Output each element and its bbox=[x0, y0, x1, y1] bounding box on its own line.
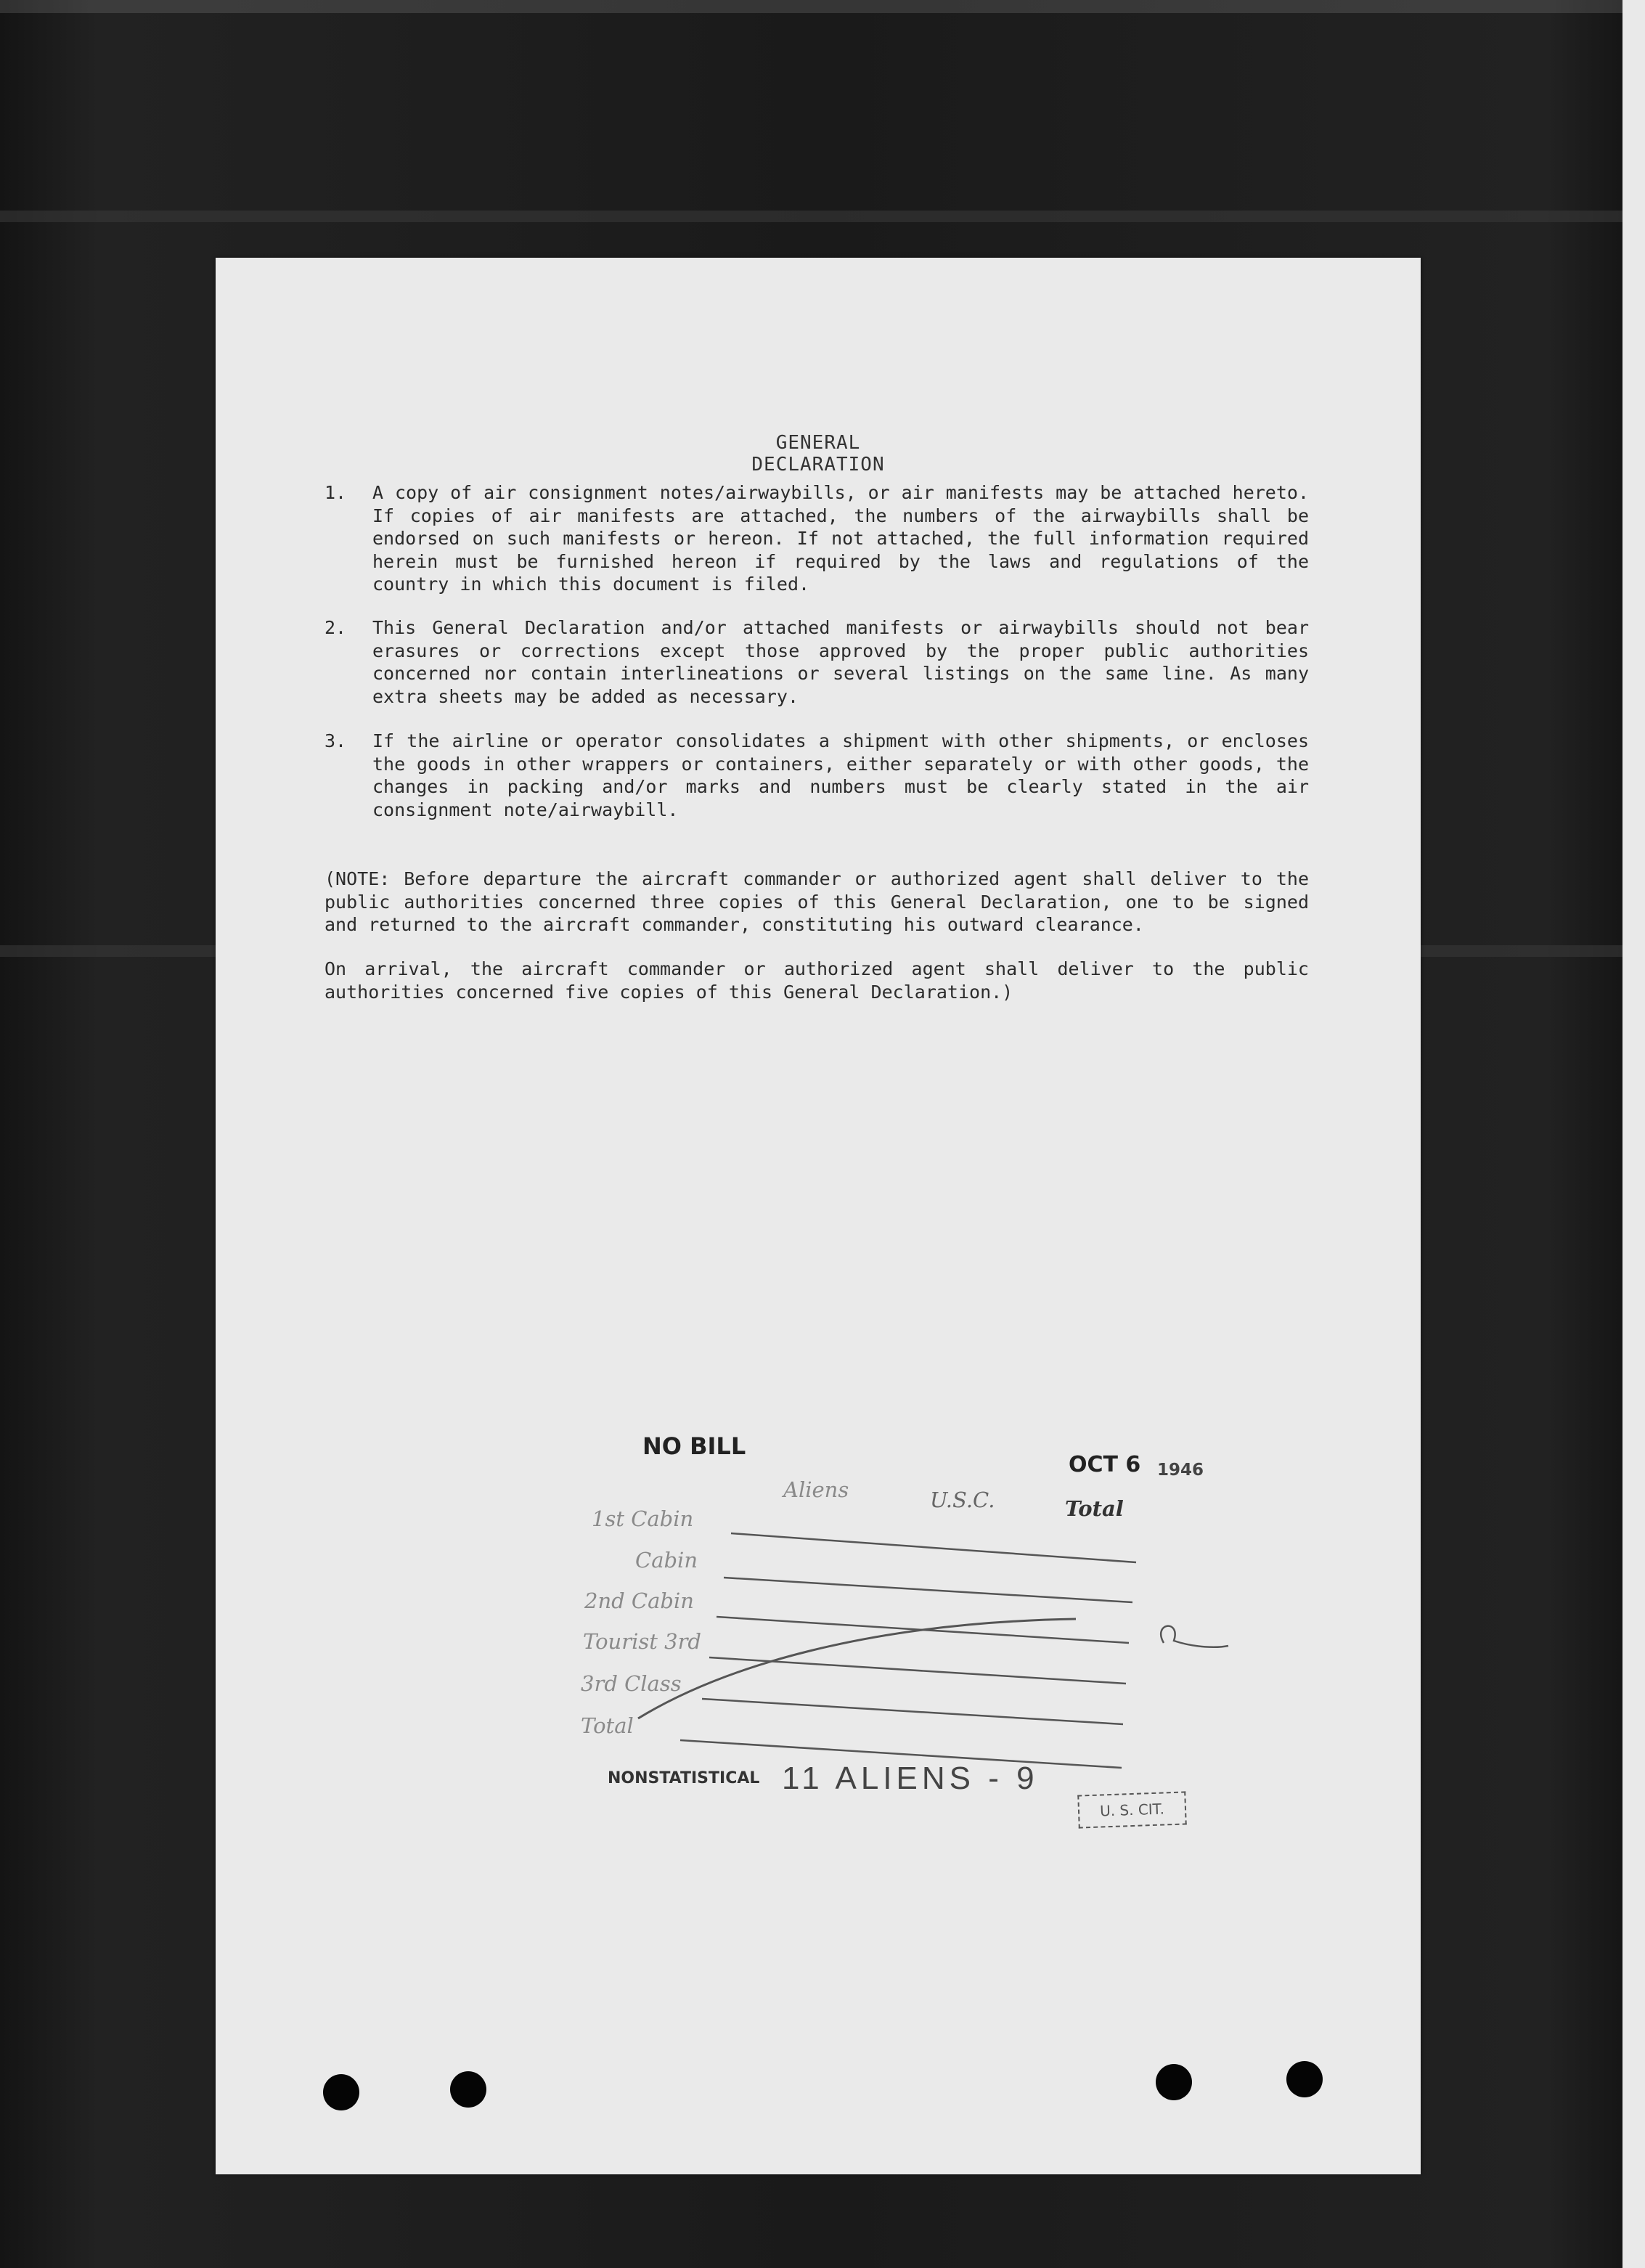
row-label-2nd-cabin: 2nd Cabin bbox=[584, 1588, 694, 1613]
year-stamp: 1946 bbox=[1157, 1461, 1204, 1480]
note-departure: (NOTE: Before departure the aircraft commander or authorized agent shall deliver to the public authorities concerned three copies of this General Declaration, one to be signed and returned to the aircraft commander, constituting his outward clearance. bbox=[324, 868, 1309, 935]
item-number: 2. bbox=[324, 617, 347, 638]
punch-hole bbox=[1286, 2061, 1323, 2097]
ledger-lines bbox=[216, 258, 1421, 2174]
punch-hole bbox=[323, 2074, 359, 2110]
scan-band bbox=[0, 211, 1626, 222]
row-label-3rd-class: 3rd Class bbox=[581, 1671, 682, 1696]
punch-hole bbox=[1156, 2064, 1192, 2100]
document-title: GENERAL DECLARATION bbox=[751, 432, 885, 476]
col-total-label: Total bbox=[1065, 1496, 1124, 1521]
item-text: This General Declaration and/or attached manifests or airwaybills should not bear erasures or corrections except those approved by the proper public authorities concerned nor contain interlineations or several listings on the same line. As many extra sheets may be added as necessary. bbox=[372, 617, 1309, 707]
item-text: If the airline or operator consolidates a shipment with other shipments, or encloses the goods in other wrappers or containers, either separately or with other goods, the changes in packing and/or marks and numbers must be clearly stated in the air consignment note/airwaybill. bbox=[372, 730, 1309, 820]
item-text: A copy of air consignment notes/airwaybills, or air manifests may be attached hereto. If copies of air manifests are attached, the numbers of the airwaybills shall be endorsed on such manifests or hereon. If not attached, the full information required herein must be furnished hereon if required by the laws and regulations of the country in which this document is filed. bbox=[372, 482, 1309, 595]
handwritten-aliens-count: 11 ALIENS - 9 bbox=[782, 1761, 1039, 1796]
note-arrival: On arrival, the aircraft commander or authorized agent shall deliver to the public authorities concerned five copies of this General Declaration.) bbox=[324, 958, 1309, 1003]
date-stamp: OCT 6 bbox=[1069, 1452, 1141, 1477]
row-label-tourist-3rd: Tourist 3rd bbox=[583, 1629, 701, 1654]
no-bill-stamp: NO BILL bbox=[642, 1432, 746, 1460]
document-page bbox=[216, 258, 1421, 2174]
row-label-cabin: Cabin bbox=[635, 1548, 698, 1572]
us-cit-stamp: U. S. CIT. bbox=[1077, 1791, 1187, 1828]
col-usc-label: U.S.C. bbox=[930, 1488, 995, 1512]
scan-right-strip bbox=[1622, 0, 1645, 2268]
item-number: 1. bbox=[324, 482, 347, 503]
nonstatistical-stamp: NONSTATISTICAL bbox=[608, 1769, 760, 1787]
row-label-1st-cabin: 1st Cabin bbox=[592, 1506, 694, 1531]
row-label-total: Total bbox=[581, 1713, 634, 1738]
punch-hole bbox=[450, 2071, 486, 2108]
col-aliens-label: Aliens bbox=[783, 1477, 849, 1502]
scan-top-edge bbox=[0, 0, 1626, 13]
item-number: 3. bbox=[324, 730, 347, 751]
